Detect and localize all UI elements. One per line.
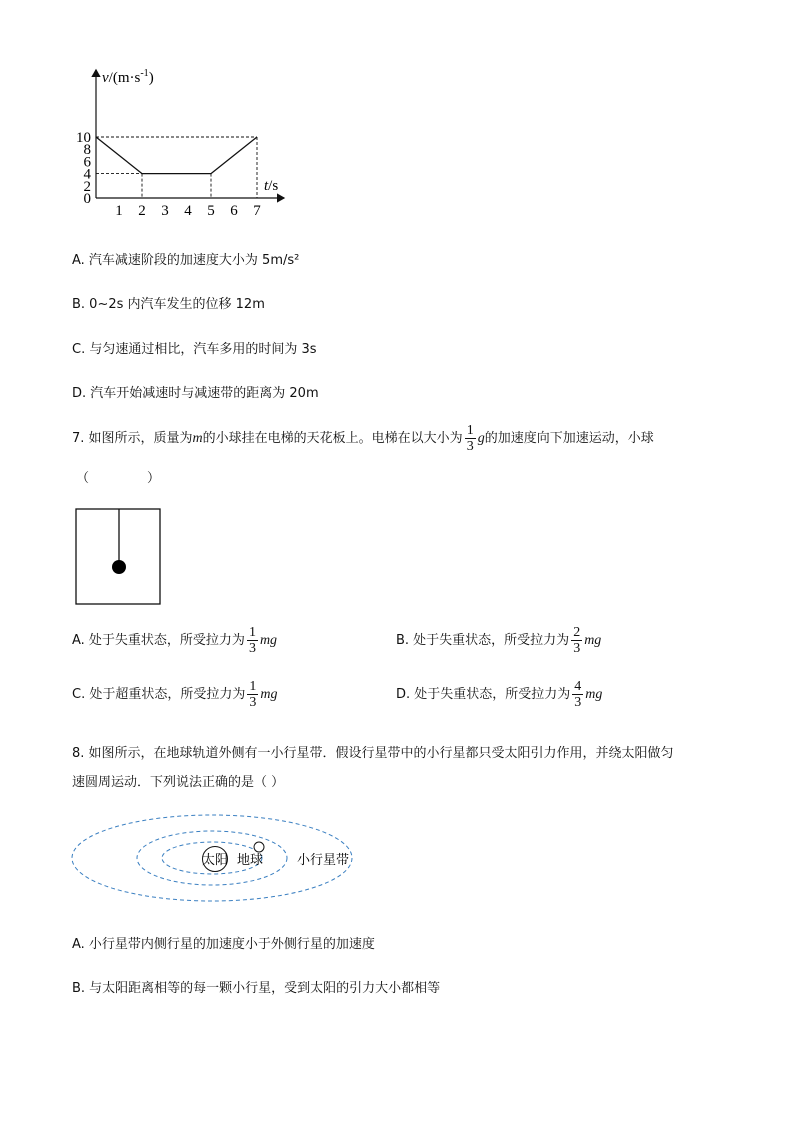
sun-label: 太阳 xyxy=(202,852,229,867)
q6-option-a: A. 汽车减速阶段的加速度大小为 5m/s² xyxy=(72,253,300,268)
q6-option-c: C. 与匀速通过相比，汽车多用的时间为 3s xyxy=(72,342,317,357)
y-tick-label: 10 xyxy=(76,130,91,146)
x-tick-label: 2 xyxy=(138,203,146,219)
x-tick-label: 6 xyxy=(230,203,238,219)
q6-option-d: D. 汽车开始减速时与减速带的距离为 20m xyxy=(72,386,319,401)
elevator-figure xyxy=(75,508,163,606)
y-tick-label: 8 xyxy=(83,142,91,159)
q8-option-a: A. 小行星带内侧行星的加速度小于外侧行星的加速度 xyxy=(72,937,375,952)
x-tick-label: 4 xyxy=(184,203,192,219)
q7-answer-blank: （ ） xyxy=(76,471,161,486)
y-tick-label: 2 xyxy=(83,178,91,195)
y-axis-label: $v/(m\cdot s^{-1})$ xyxy=(102,68,154,86)
q8-option-b: B. 与太阳距离相等的每一颗小行星，受到太阳的引力大小都相等 xyxy=(72,981,441,996)
x-tick-label: 3 xyxy=(161,203,169,219)
q7-option-c: C. 处于超重状态，所受拉力为 $\frac{1}{3}$ mg xyxy=(72,679,278,710)
orbit-figure xyxy=(70,812,370,904)
y-tick-labels xyxy=(76,130,92,207)
y-tick-label: 4 xyxy=(83,166,91,183)
q6-option-b: B. 0~2s 内汽车发生的位移 12m xyxy=(72,297,265,312)
elevator-box xyxy=(76,509,160,604)
x-tick-label: 5 xyxy=(207,203,215,219)
vt-graph xyxy=(60,60,300,225)
guide-lines xyxy=(96,137,257,198)
q8-stem-line1: 8. 如图所示，在地球轨道外侧有一小行星带．假设行星带中的小行星都只受太阳引力作用，并绕太阳做匀 xyxy=(72,746,674,761)
x-tick-label: 1 xyxy=(115,203,123,219)
q8-stem-line2: 速圆周运动．下列说法正确的是（ ） xyxy=(72,775,285,790)
velocity-series-line xyxy=(96,137,257,174)
earth xyxy=(254,842,264,852)
x-axis-label: t/s xyxy=(264,178,279,194)
y-tick-label: 0 xyxy=(83,191,91,207)
y-tick-label: 6 xyxy=(83,154,91,171)
x-tick-labels xyxy=(115,203,261,219)
asteroid-belt-label: 小行星带 xyxy=(297,852,350,867)
q7-option-a: A. 处于失重状态，所受拉力为 $\frac{1}{3}$ mg xyxy=(72,625,278,656)
q7-stem: 7. 如图所示，质量为m的小球挂在电梯的天花板上。电梯在以大小为 $\frac{1}{3}$ g的加速度向下加速运动，小球 xyxy=(72,423,654,454)
x-tick-label: 7 xyxy=(253,203,261,219)
q7-option-d: D. 处于失重状态，所受拉力为 $\frac{4}{3}$ mg xyxy=(396,679,603,710)
ball xyxy=(112,560,126,574)
q7-option-b: B. 处于失重状态，所受拉力为 $\frac{2}{3}$ mg xyxy=(396,625,602,656)
earth-label: 地球 xyxy=(237,852,264,867)
